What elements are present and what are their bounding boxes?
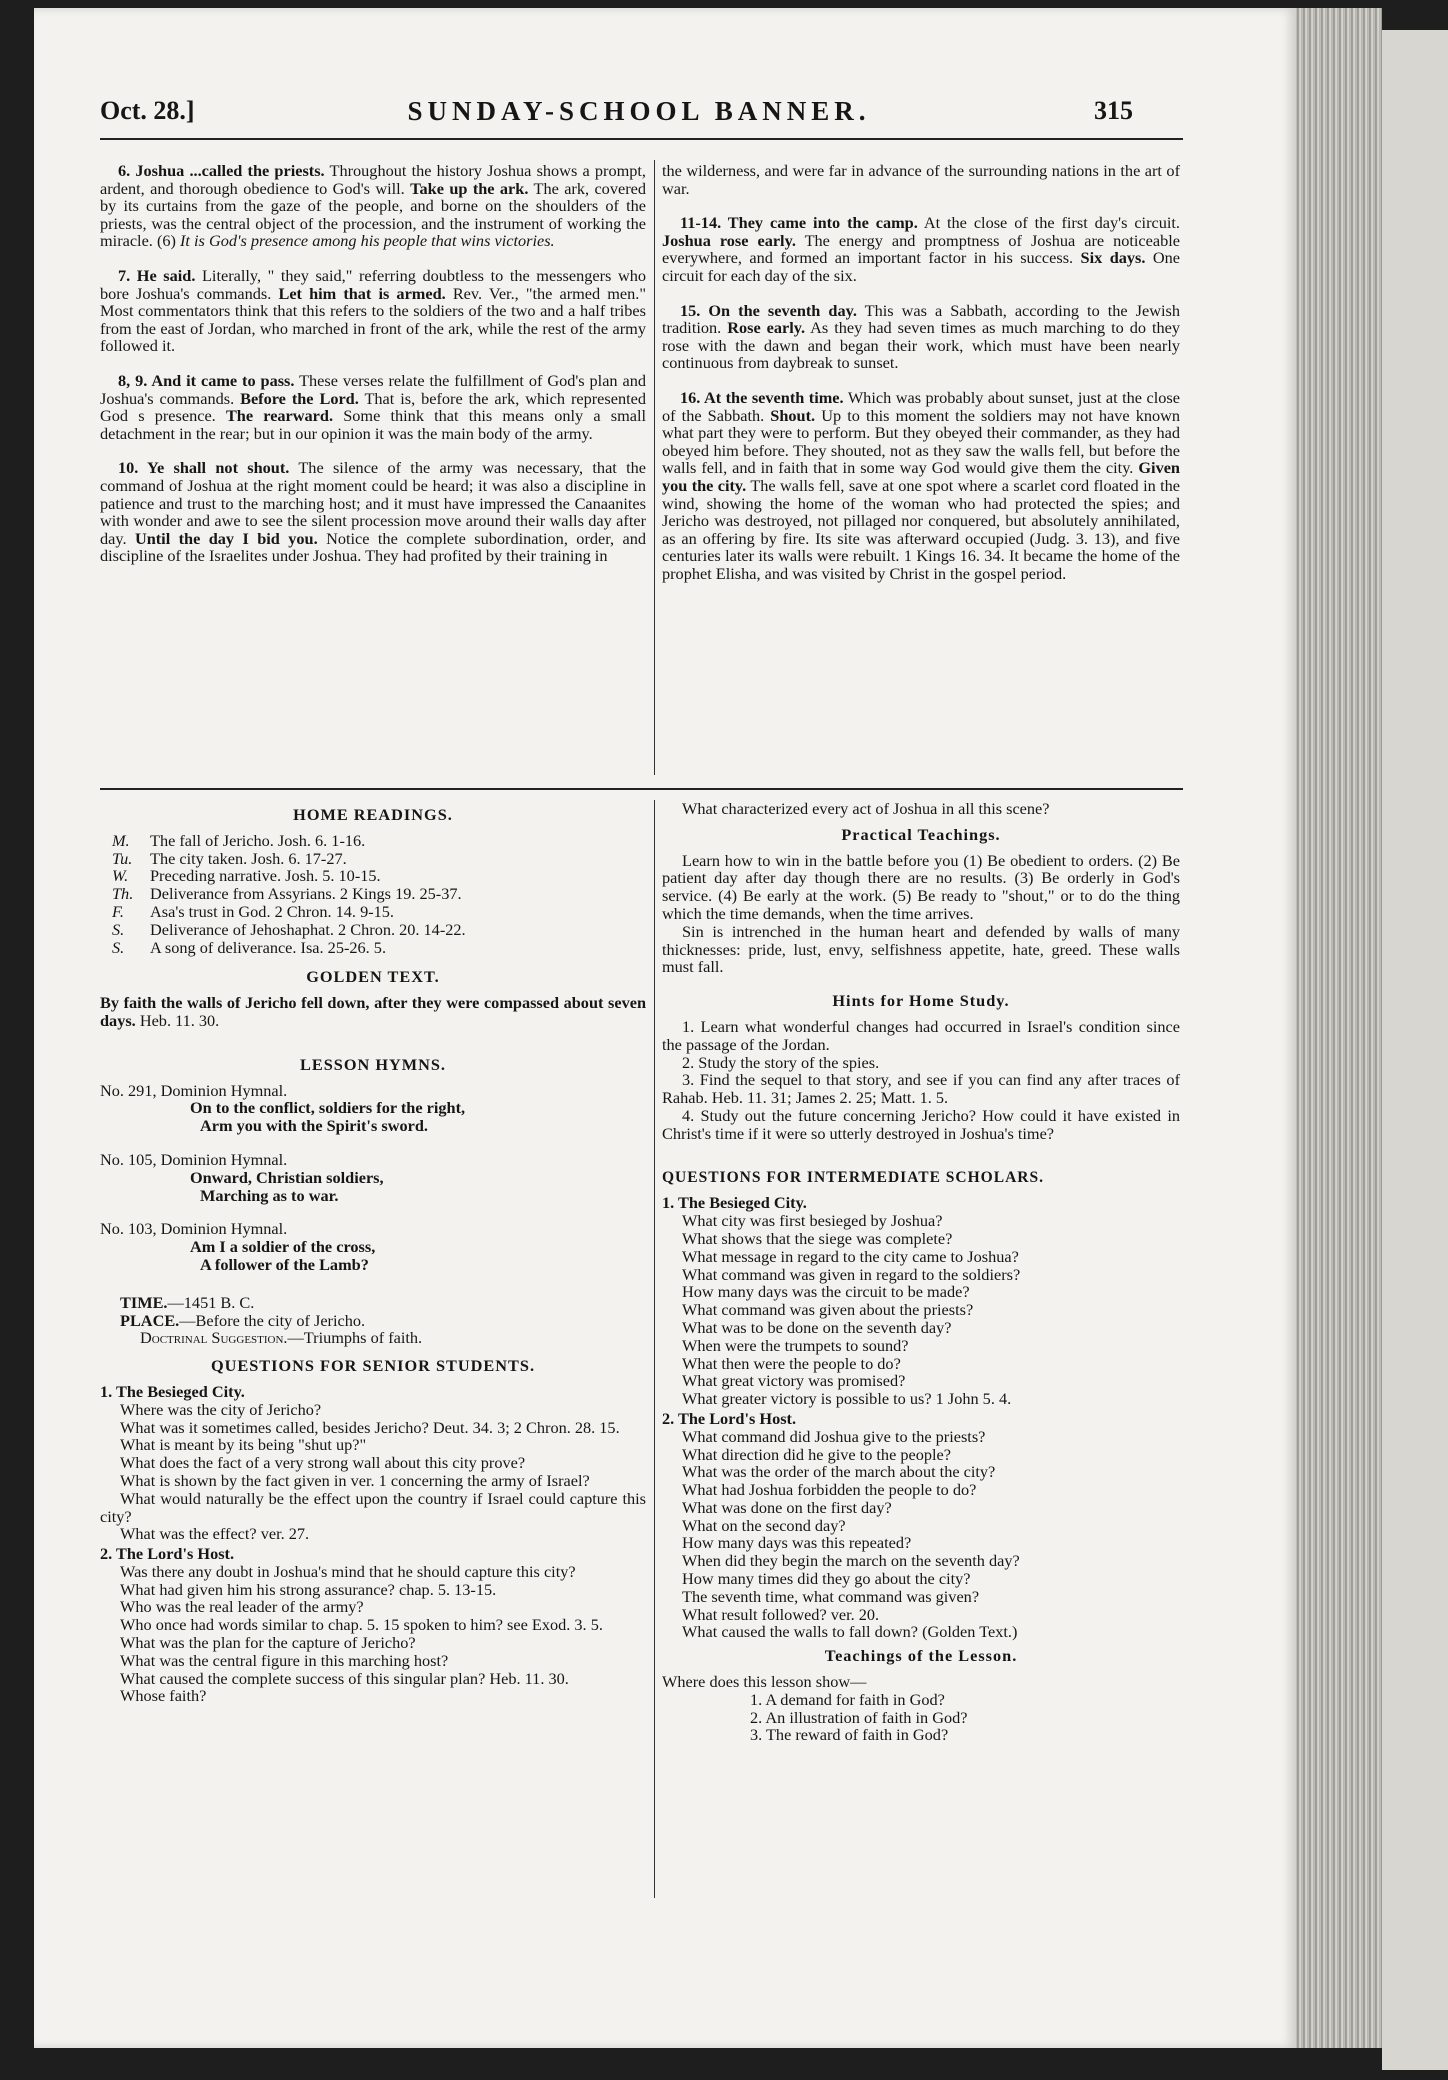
- question-item: Whose faith?: [120, 1686, 207, 1706]
- teaching-item: 1. A demand for faith in God?: [750, 1689, 945, 1709]
- question-item: What caused the walls to fall down? (Golden Text.): [682, 1622, 1018, 1642]
- text-run: Throughout the history Joshua shows a prompt, ardent, and thorough obedience to God's will.: [100, 161, 646, 198]
- bold-phrase: Take up the ark.: [410, 178, 529, 198]
- reading-text: Deliverance of Jehoshaphat. 2 Chron. 20. 14-22.: [150, 919, 466, 939]
- text-run: This was a Sabbath, according to the Jewish tradition.: [662, 300, 1180, 338]
- text-run: Literally, " they said," referring doubtless to the messengers who bore Joshua's commands.: [100, 265, 646, 303]
- home-reading-item: [100, 921, 646, 939]
- hymn-number: No. 291, Dominion Hymnal.: [100, 1080, 288, 1100]
- reading-day: S.: [112, 937, 125, 957]
- text-run: Some think that this means only a small detachment in the rear; but in our opinion it was the main body of the army.: [100, 406, 647, 443]
- question-item: What was the plan for the capture of Jericho?: [120, 1633, 416, 1653]
- reading-text: The fall of Jericho. Josh. 6. 1-16.: [150, 830, 366, 850]
- italic-phrase: It is God's presence among his people that wins victories.: [180, 231, 555, 251]
- practical-paragraph-2: Sin is intrenched in the human heart and defended by walls of many thicknesses: pride, lust, envy, selfishness appetite, hate, greed. These walls must fall.: [662, 921, 1180, 977]
- question-item: What was done on the first day?: [682, 1497, 892, 1517]
- bold-phrase: 16. At the seventh time.: [680, 387, 844, 407]
- doctrinal-label: Doctrinal Suggestion.: [140, 1328, 288, 1348]
- question-item: What city was first besieged by Joshua?: [682, 1211, 943, 1231]
- bold-phrase: Before the Lord.: [240, 388, 359, 408]
- text-run: At the close of the first day's circuit.: [917, 213, 1180, 233]
- commentary-left-column: [100, 162, 646, 582]
- question-item: What shows that the siege was complete?: [682, 1228, 953, 1248]
- teachings-list: [662, 1691, 1180, 1744]
- header-page-number: 315: [1094, 96, 1133, 125]
- question-item: Who once had words similar to chap. 5. 15 spoken to him? see Exod. 3. 5.: [120, 1615, 603, 1635]
- reading-day: F.: [112, 901, 124, 921]
- hint-item: 2. Study the story of the spies.: [682, 1052, 880, 1072]
- senior-questions: [100, 1383, 646, 1705]
- question-item: What message in regard to the city came to Joshua?: [682, 1246, 1019, 1266]
- lesson-right-column: [662, 800, 1180, 1744]
- reading-text: The city taken. Josh. 6. 17-27.: [150, 848, 347, 868]
- question-item: What direction did he give to the people?: [682, 1444, 951, 1464]
- golden-text: [100, 994, 646, 1030]
- text-run: These verses relate the fulfillment of God's plan and Joshua's commands.: [100, 370, 646, 408]
- question-item: What does the fact of a very strong wall about this city prove?: [120, 1453, 526, 1473]
- text-run: The energy and promptness of Joshua are noticeable everywhere, and formed an important factor in his success.: [662, 230, 1180, 268]
- reading-day: M.: [112, 830, 130, 850]
- question-item: What result followed? ver. 20.: [682, 1604, 880, 1624]
- question-section-heading: 2. The Lord's Host.: [100, 1544, 235, 1564]
- hint-item: 1. Learn what wonderful changes had occurred in Israel's condition since the passage of the Jordan.: [662, 1016, 1180, 1054]
- text-run: Up to this moment the soldiers may not have known what part they were to perform. But they obeyed their commander, as they had obeyed him before. They shouted, not as they saw the walls fell, but before the walls fell, and in faith that in some way God would give them the city.: [662, 405, 1181, 478]
- question-item: When did they begin the march on the seventh day?: [682, 1551, 1020, 1571]
- spacer: [100, 1135, 646, 1151]
- text-run: The silence of the army was necessary, that the command of Joshua at the right moment could be heard; it was also a discipline in patience and trust to the marching host; and it must have impressed the Canaanites with wonder and awe to see the silent procession move around their walls day after day.: [100, 458, 646, 548]
- question-item: What was it sometimes called, besides Jericho? Deut. 34. 3; 2 Chron. 28. 15.: [120, 1417, 620, 1437]
- question-item: The seventh time, what command was given?: [682, 1586, 980, 1606]
- bold-phrase: Let him that is armed.: [278, 283, 446, 303]
- intermediate-questions-title: QUESTIONS FOR INTERMEDIATE SCHOLARS.: [662, 1168, 1044, 1186]
- commentary-right-column: [662, 162, 1180, 599]
- column-divider-bottom: [654, 800, 655, 1898]
- reading-text: Asa's trust in God. 2 Chron. 14. 9-15.: [150, 901, 394, 921]
- bold-phrase: Given you the city.: [662, 458, 1180, 495]
- question-item: What caused the complete success of this singular plan? Heb. 11. 30.: [120, 1668, 569, 1688]
- bold-phrase: Shout.: [770, 405, 816, 425]
- question-item: What command was given in regard to the soldiers?: [682, 1264, 1021, 1284]
- teaching-item: 2. An illustration of faith in God?: [750, 1707, 968, 1727]
- bold-phrase: 15. On the seventh day.: [680, 300, 857, 320]
- commentary-paragraph: [100, 372, 646, 442]
- practical-paragraph-1: Learn how to win in the battle before you (1) Be obedient to orders. (2) Be patient day after day though there are no results. (3) Be orderly in God's service. (4) Be early at the work. (5) Be ready to "shout," or to do the thing which the time demands, when the time arrives.: [662, 850, 1180, 923]
- bold-phrase: 6. Joshua ...called the priests.: [118, 161, 325, 180]
- time-line: [100, 1294, 646, 1312]
- text-run: Notice the complete subordination, order, and discipline of the Israelites under Joshua. They had profited by their training in: [100, 528, 646, 566]
- teaching-item: 3. The reward of faith in God?: [750, 1725, 949, 1745]
- commentary-paragraph: [100, 459, 646, 565]
- question-item: What then were the people to do?: [682, 1353, 901, 1373]
- page-stack-edge: [1296, 8, 1382, 2048]
- header-title: SUNDAY-SCHOOL BANNER.: [407, 96, 871, 126]
- doctrinal-text: —Triumphs of faith.: [287, 1328, 423, 1348]
- question-section-heading: 1. The Besieged City.: [662, 1193, 807, 1213]
- question-item: What is meant by its being "shut up?": [120, 1435, 367, 1455]
- hymn-line: Onward, Christian soldiers,: [190, 1167, 384, 1187]
- commentary-paragraph: [662, 302, 1180, 372]
- hymn-number: No. 105, Dominion Hymnal.: [100, 1149, 288, 1169]
- question-item: Who was the real leader of the army?: [120, 1597, 364, 1617]
- golden-text-verse: By faith the walls of Jericho fell down, after they were compassed about seven days.: [100, 993, 646, 1030]
- text-run: the wilderness, and were far in advance of the surrounding nations in the art of war.: [662, 161, 1180, 198]
- spacer: [100, 1204, 646, 1220]
- text-run: One circuit for each day of the six.: [662, 248, 1180, 285]
- bold-phrase: 7. He said.: [118, 265, 196, 285]
- bold-phrase: 10. Ye shall not shout.: [118, 458, 290, 478]
- home-readings-title: HOME READINGS.: [293, 805, 453, 824]
- section-rule: [100, 788, 1183, 790]
- teachings-intro: Where does this lesson show—: [662, 1672, 867, 1692]
- hint-item: 4. Study out the future concerning Jericho? How could it have existed in Christ's time if it were so utterly destroyed in Joshua's time?: [662, 1105, 1180, 1143]
- reading-text: A song of deliverance. Isa. 25-26. 5.: [150, 937, 387, 957]
- hymn-number: No. 103, Dominion Hymnal.: [100, 1219, 288, 1239]
- reading-day: Th.: [112, 884, 134, 904]
- question-item: What was the effect? ver. 27.: [120, 1524, 310, 1544]
- teachings-title: Teachings of the Lesson.: [824, 1646, 1018, 1666]
- intermediate-questions: [662, 1194, 1180, 1641]
- reading-text: Deliverance from Assyrians. 2 Kings 19. 25-37.: [150, 884, 462, 904]
- commentary-paragraph: [662, 389, 1180, 583]
- bold-phrase: Joshua rose early.: [662, 230, 796, 250]
- book-backing: [1382, 30, 1448, 2070]
- time-label: TIME.: [120, 1292, 168, 1312]
- hymn-line: A follower of the Lamb?: [200, 1254, 369, 1274]
- place-line: [100, 1312, 646, 1330]
- question-item: What was the order of the march about the city?: [682, 1462, 996, 1482]
- question-item: What was the central figure in this marching host?: [120, 1650, 449, 1670]
- home-reading-item: [100, 885, 646, 903]
- text-run: The walls fell, save at one spot where a scarlet cord floated in the wind, showing the home of the woman who had protected the spies; and Jericho was destroyed, not pillaged nor conquered, but absolutely annihilated, as an offering by fire. Its site was afterward occupied (Judg. 3. 13), and five centuries later its walls were rebuilt. 1 Kings 16. 34. It became the home of the prophet Elisha, and was visited by Christ in the gospel period.: [662, 475, 1180, 583]
- hymn-line: On to the conflict, soldiers for the right,: [190, 1098, 466, 1118]
- document-page: [34, 8, 1296, 2048]
- reading-text: Preceding narrative. Josh. 5. 10-15.: [150, 866, 381, 886]
- question-section-heading: 1. The Besieged City.: [100, 1381, 245, 1401]
- home-readings-list: [100, 832, 646, 957]
- home-reading-item: [100, 850, 646, 868]
- hymn-line: Arm you with the Spirit's sword.: [200, 1116, 428, 1136]
- hints-title: Hints for Home Study.: [832, 991, 1010, 1011]
- question-item: What great victory was promised?: [682, 1371, 906, 1391]
- golden-text-title: GOLDEN TEXT.: [306, 967, 440, 987]
- question-item: How many days was the circuit to be made?: [682, 1282, 970, 1302]
- spacer: [100, 1274, 646, 1290]
- commentary-paragraph: [662, 162, 1180, 197]
- home-reading-item: [100, 939, 646, 957]
- header-date: Oct. 28.]: [100, 96, 195, 125]
- text-run: As they had seven times as much marching to do they rose with the dawn and began their work, which must have been nearly continuous from daybreak to sunset.: [662, 318, 1180, 373]
- question-item: What was to be done on the seventh day?: [682, 1317, 952, 1337]
- hymn-line: Marching as to war.: [200, 1185, 339, 1205]
- question-item: What is shown by the fact given in ver. 1 concerning the army of Israel?: [120, 1470, 590, 1490]
- question-item: What would naturally be the effect upon the country if Israel could capture this city?: [100, 1488, 646, 1526]
- hint-item: 3. Find the sequel to that story, and see if you can find any after traces of Rahab. Heb. 11. 31; James 2. 25; Matt. 1. 5.: [662, 1070, 1180, 1108]
- home-reading-item: [100, 903, 646, 921]
- bold-phrase: Until the day I bid you.: [134, 528, 318, 548]
- bold-phrase: 8, 9. And it came to pass.: [118, 370, 295, 390]
- question-item: What command did Joshua give to the priests?: [682, 1426, 986, 1446]
- question-item: How many times did they go about the city?: [682, 1569, 971, 1589]
- question-item: What command was given about the priests?: [682, 1300, 974, 1320]
- home-reading-item: [100, 867, 646, 885]
- reading-day: W.: [112, 866, 129, 886]
- question-item: What had given him his strong assurance? chap. 5. 13-15.: [120, 1579, 497, 1599]
- lesson-hymns-list: [100, 1082, 646, 1290]
- bold-phrase: Rose early.: [727, 318, 806, 338]
- column-divider-top: [654, 160, 655, 775]
- doctrinal-line: [100, 1329, 646, 1347]
- home-reading-item: [100, 832, 646, 850]
- question-item: What greater victory is possible to us? 1 John 5. 4.: [682, 1389, 1012, 1409]
- lesson-left-column: [100, 800, 646, 1705]
- practical-title: Practical Teachings.: [841, 824, 1001, 844]
- senior-questions-title: QUESTIONS FOR SENIOR STUDENTS.: [210, 1356, 536, 1376]
- question-item: Was there any doubt in Joshua's mind that he should capture this city?: [120, 1561, 576, 1581]
- lesson-hymns-title: LESSON HYMNS.: [300, 1054, 446, 1074]
- commentary-paragraph: [100, 267, 646, 355]
- reading-day: Tu.: [112, 848, 133, 868]
- header-rule: [100, 138, 1183, 140]
- text-run: The ark, covered by its curtains from the gaze of the people, and borne on the shoulders of the priests, was the central object of the procession, and the instrument of working the miracle. (6): [100, 178, 646, 251]
- text-run: Rev. Ver., "the armed men." Most commentators think that this refers to the soldiers of the two and a half tribes from the east of Jordan, who marched in front of the ark, while the rest of the army followed it.: [100, 283, 647, 356]
- question-item: Where was the city of Jericho?: [120, 1399, 322, 1419]
- question-item: What on the second day?: [682, 1515, 846, 1535]
- right-intro: What characterized every act of Joshua in all this scene?: [682, 799, 1050, 818]
- question-item: What had Joshua forbidden the people to do?: [682, 1480, 977, 1500]
- place-label: PLACE.: [120, 1310, 180, 1330]
- golden-text-ref: Heb. 11. 30.: [135, 1010, 220, 1030]
- place-text: —Before the city of Jericho.: [179, 1310, 366, 1330]
- reading-day: S.: [112, 919, 125, 939]
- bold-phrase: The rearward.: [225, 406, 334, 426]
- commentary-paragraph: [100, 162, 646, 250]
- question-item: How many days was this repeated?: [682, 1533, 912, 1553]
- hymn-line: Am I a soldier of the cross,: [190, 1237, 376, 1257]
- hints-list: [662, 1018, 1180, 1143]
- bold-phrase: 11-14. They came into the camp.: [680, 213, 918, 233]
- commentary-paragraph: [662, 214, 1180, 284]
- question-section-heading: 2. The Lord's Host.: [662, 1408, 797, 1428]
- bold-phrase: Six days.: [1080, 248, 1146, 268]
- text-run: Which was probably about sunset, just at the close of the Sabbath.: [662, 387, 1180, 425]
- question-item: When were the trumpets to sound?: [682, 1335, 909, 1355]
- time-text: —1451 B. C.: [167, 1292, 255, 1312]
- text-run: That is, before the ark, which represented God s presence.: [100, 388, 646, 426]
